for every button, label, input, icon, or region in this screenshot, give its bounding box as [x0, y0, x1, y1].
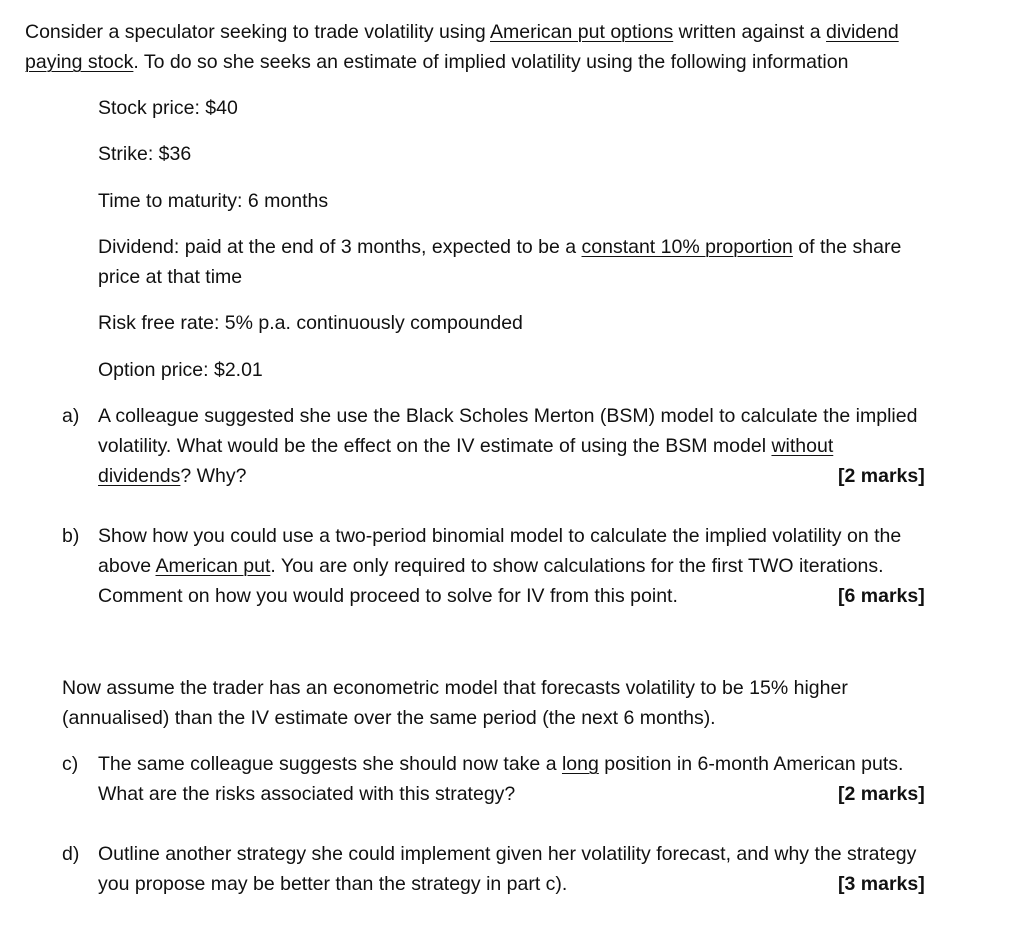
question-a-line-2 — [98, 431, 833, 461]
question-d-marks: [3 marks] — [838, 873, 925, 895]
question-b-line-1: Show how you could use a two-period binomial model to calculate the implied volatility on the — [98, 525, 902, 547]
question-b-line-3: Comment on how you would proceed to solve for IV from this point. — [98, 585, 678, 607]
stock-price: Stock price: $40 — [98, 97, 238, 119]
question-a-text-2: volatility. What would be the effect on the IV estimate of using the BSM model — [98, 435, 772, 457]
long-link[interactable]: long — [561, 753, 599, 775]
transition-line-2: (annualised) than the IV estimate over the same period (the next 6 months). — [62, 707, 716, 729]
question-a-marks: [2 marks] — [838, 465, 925, 487]
question-a-label: a) — [62, 405, 80, 427]
intro-line-2 — [25, 47, 1015, 77]
question-c-line-1 — [98, 749, 903, 779]
dividend-line-1 — [98, 232, 901, 262]
question-d-line-2: you propose may be better than the strategy in part c). — [98, 873, 568, 895]
question-c-text-1b: position in 6-month American puts. — [598, 753, 904, 775]
intro-text-1: Consider a speculator seeking to trade volatility using — [25, 21, 491, 43]
without-link[interactable]: without — [771, 435, 834, 457]
question-d-line-1: Outline another strategy she could implement given her volatility forecast, and why the strategy — [98, 843, 917, 865]
question-d-label: d) — [62, 843, 80, 865]
dividend-link[interactable]: dividend — [826, 21, 899, 43]
question-b-marks: [6 marks] — [838, 585, 925, 607]
question-c-label: c) — [62, 753, 79, 775]
question-a-line-1: A colleague suggested she use the Black Scholes Merton (BSM) model to calculate the implied — [98, 405, 918, 427]
dividend-line-2: price at that time — [98, 266, 243, 288]
question-b-line-2 — [98, 551, 883, 581]
intro-text-3: . To do so she seeks an estimate of implied volatility using the following information — [133, 51, 849, 73]
american-put-link[interactable]: American put — [155, 555, 271, 577]
risk-free-rate: Risk free rate: 5% p.a. continuously compounded — [98, 312, 523, 334]
question-c-text-1a: The same colleague suggests she should now take a — [98, 753, 562, 775]
intro-text-2: written against a — [673, 21, 827, 43]
question-b-text-2b: . You are only required to show calculations for the first TWO iterations. — [270, 555, 884, 577]
strike: Strike: $36 — [98, 143, 192, 165]
intro-line-1 — [25, 17, 1015, 47]
constant-proportion-link[interactable]: constant 10% proportion — [581, 236, 793, 258]
question-b-text-2a: above — [98, 555, 156, 577]
transition-line-1: Now assume the trader has an econometric model that forecasts volatility to be 15% higher — [62, 677, 848, 699]
question-a-line-3 — [98, 461, 247, 491]
american-put-options-link[interactable]: American put options — [490, 21, 674, 43]
dividends-link[interactable]: dividends — [98, 465, 181, 487]
dividend-text-1: Dividend: paid at the end of 3 months, expected to be a — [98, 236, 582, 258]
question-c-line-2: What are the risks associated with this strategy? — [98, 783, 516, 805]
question-a-text-3: ? Why? — [180, 465, 247, 487]
question-b-label: b) — [62, 525, 80, 547]
time-to-maturity: Time to maturity: 6 months — [98, 190, 329, 212]
option-price: Option price: $2.01 — [98, 359, 263, 381]
dividend-text-2: of the share — [792, 236, 902, 258]
paying-stock-link[interactable]: paying stock — [25, 51, 134, 73]
question-c-marks: [2 marks] — [838, 783, 925, 805]
